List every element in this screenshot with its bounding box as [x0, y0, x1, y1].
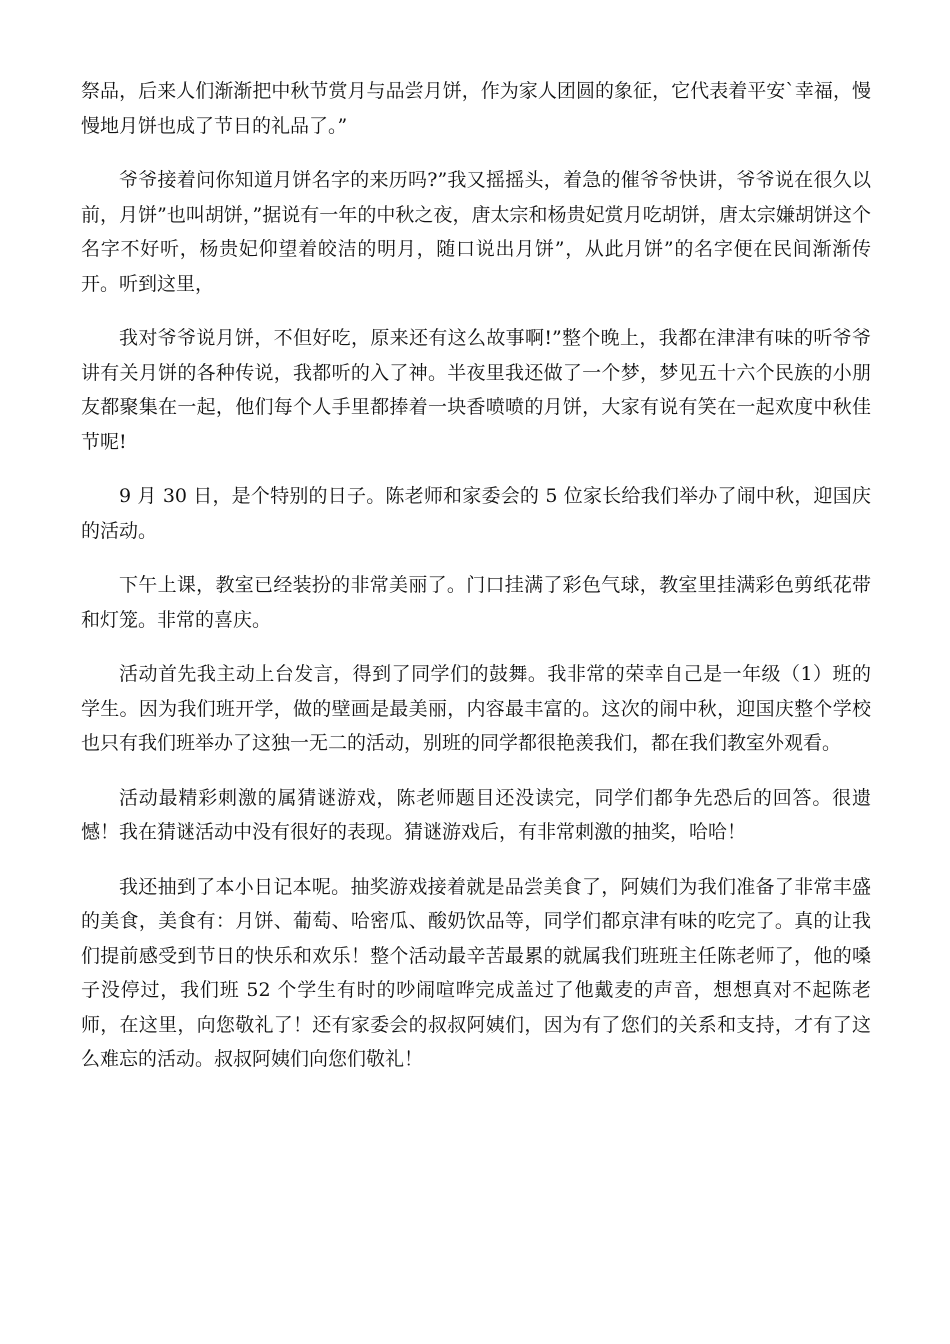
document-body	[81, 74, 871, 1077]
paragraph-8: 我还抽到了本小日记本呢。抽奖游戏接着就是品尝美食了，阿姨们为我们准备了非常丰盛的美食，美食有：月饼、葡萄、哈密瓜、酸奶饮品等，同学们都京津有味的吃完了。真的让我们提前感受到节日的快乐和欢乐！整个活动最辛苦最累的就属我们班班主任陈老师了，他的嗓子没停过，我们班 52 个学生有时的吵闹喧哗完成盖过了他戴麦的声音，想想真对不起陈老师，在这里，向您敬礼了！还有家委会的叔叔阿姨们，因为有了您们的关系和支持，才有了这么难忘的活动。叔叔阿姨们向您们敬礼！	[81, 875, 871, 1070]
paragraph-5: 下午上课，教室已经装扮的非常美丽了。门口挂满了彩色气球，教室里挂满彩色剪纸花带和灯笼。非常的喜庆。	[81, 574, 871, 631]
paragraph-3: 我对爷爷说月饼，不但好吃，原来还有这么故事啊!”整个晚上，我都在津津有味的听爷爷讲有关月饼的各种传说，我都听的入了神。半夜里我还做了一个梦，梦见五十六个民族的小朋友都聚集在一起，他们每个人手里都捧着一块香喷喷的月饼，大家有说有笑在一起欢度中秋佳节呢!	[81, 327, 871, 453]
paragraph-4: 9 月 30 日，是个特别的日子。陈老师和家委会的 5 位家长给我们举办了闹中秋，迎国庆的活动。	[81, 485, 871, 542]
paragraph-1: 祭品，后来人们渐渐把中秋节赏月与品尝月饼，作为家人团圆的象征，它代表着平安`幸福，慢慢地月饼也成了节日的礼品了。”	[81, 80, 871, 137]
paragraph-6: 活动首先我主动上台发言，得到了同学们的鼓舞。我非常的荣幸自己是一年级（1）班的学生。因为我们班开学，做的壁画是最美丽，内容最丰富的。这次的闹中秋，迎国庆整个学校也只有我们班举办了这独一无二的活动，别班的同学都很艳羡我们，都在我们教室外观看。	[81, 663, 871, 754]
paragraph-2: 爷爷接着问你知道月饼名字的来历吗?”我又摇摇头，着急的催爷爷快讲，爷爷说在很久以前，月饼”也叫胡饼，”据说有一年的中秋之夜，唐太宗和杨贵妃赏月吃胡饼，唐太宗嫌胡饼这个名字不好听，杨贵妃仰望着皎洁的明月，随口说出月饼”，从此月饼”的名字便在民间渐渐传开。听到这里，	[81, 169, 871, 295]
paragraph-7: 活动最精彩刺激的属猜谜游戏，陈老师题目还没读完，同学们都争先恐后的回答。很遗憾！我在猜谜活动中没有很好的表现。猜谜游戏后，有非常刺激的抽奖，哈哈！	[81, 786, 871, 843]
